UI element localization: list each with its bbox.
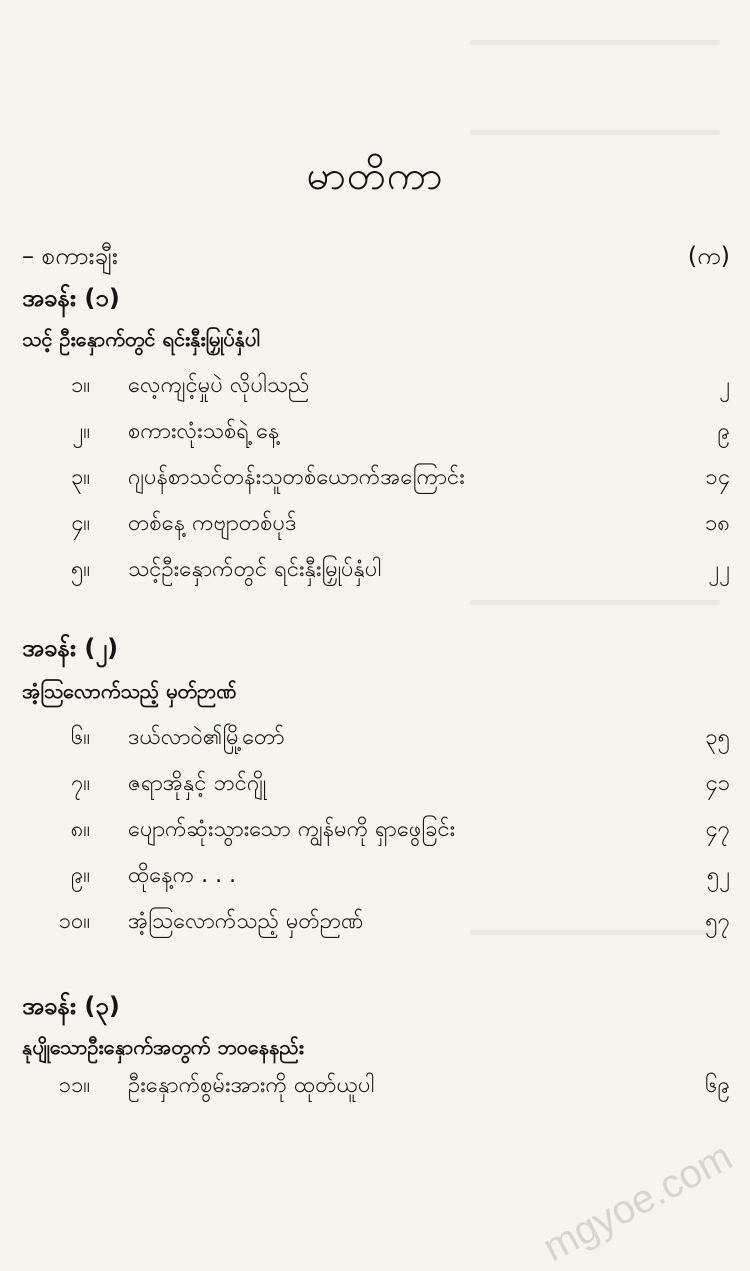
entry-title: ဇရာအိုနှင့် ဘင်ဂျို xyxy=(128,771,267,796)
entry-page-number: ၉ xyxy=(717,419,730,444)
intro-row xyxy=(22,240,730,284)
entry-page-number: ၄၁ xyxy=(705,771,730,796)
entry-page-number: ၂ xyxy=(719,373,730,398)
entry-number: ၈။ xyxy=(70,817,90,842)
toc-entry xyxy=(0,462,730,502)
entry-title: လေ့ကျင့်မှုပဲ လိုပါသည် xyxy=(128,373,310,398)
bleed-through-line xyxy=(470,600,720,605)
toc-entry xyxy=(0,814,730,854)
toc-entry xyxy=(0,508,730,548)
entry-title: သင့်ဦးနှောက်တွင် ရင်းနှီးမြှုပ်နှံပါ xyxy=(128,557,382,582)
part-subtitle: နုပျိုသောဦးနှောက်အတွက် ဘဝနေနည်း xyxy=(22,1035,304,1059)
entry-page-number: ၁၈ xyxy=(705,511,730,536)
toc-entry xyxy=(0,1070,730,1110)
entry-page-number: ၅၇ xyxy=(705,909,730,934)
bleed-through-line xyxy=(470,40,720,45)
entry-title: စကားလုံးသစ်ရဲ့ နေ့ xyxy=(128,419,280,444)
toc-entry xyxy=(0,554,730,594)
entry-title: ဂျပန်စာသင်တန်းသူတစ်ယောက်အကြောင်း xyxy=(128,465,465,490)
entry-page-number: ၅၂ xyxy=(706,863,730,888)
part-subtitle: သင့် ဦးနှောက်တွင် ရင်းနှီးမြှုပ်နှံပါ xyxy=(22,327,260,351)
toc-entry xyxy=(0,370,730,410)
entry-number: ၇။ xyxy=(70,771,90,796)
entry-page-number: ၄၇ xyxy=(705,817,730,842)
entry-number: ၂။ xyxy=(72,419,90,444)
part-subtitle: အံ့သြလောက်သည့် မှတ်ဉာဏ် xyxy=(22,679,237,703)
part-heading: အခန်း (၁) xyxy=(22,284,120,312)
entry-page-number: ၃၅ xyxy=(705,725,730,750)
entry-title: ဒယ်လာဝဲ၏မြို့တော် xyxy=(128,725,285,750)
entry-number: ၄။ xyxy=(70,511,90,536)
entry-title: ပျောက်ဆုံးသွားသော ကျွန်မကို ရှာဖွေခြင်း xyxy=(128,817,456,842)
intro-page-number: (က) xyxy=(687,242,730,270)
toc-entry xyxy=(0,416,730,456)
part-heading: အခန်း (၂) xyxy=(22,634,119,662)
entry-number: ၉။ xyxy=(70,863,90,888)
toc-entry xyxy=(0,722,730,762)
entry-title: ဦးနှောက်စွမ်းအားကို ထုတ်ယူပါ xyxy=(128,1073,375,1098)
intro-label: – စကားချီး xyxy=(22,242,118,270)
entry-number: ၁၁။ xyxy=(58,1073,90,1098)
toc-entry xyxy=(0,860,730,900)
entry-page-number: ၆၉ xyxy=(705,1073,730,1098)
entry-title: ထိုနေ့က . . . xyxy=(128,863,237,888)
entry-number: ၁။ xyxy=(70,373,90,398)
watermark: mgyoe.com xyxy=(536,1134,740,1271)
entry-number: ၅။ xyxy=(70,557,90,582)
entry-title: တစ်နေ့ ကဗျာတစ်ပုဒ် xyxy=(128,511,297,536)
toc-entry xyxy=(0,768,730,808)
entry-number: ၃။ xyxy=(70,465,90,490)
page-title: မာတိကာ xyxy=(306,153,444,199)
toc-entry xyxy=(0,906,730,946)
entry-number: ၁၀။ xyxy=(58,909,90,934)
entry-title: အံ့သြလောက်သည့် မှတ်ဉာဏ် xyxy=(128,909,364,934)
part-heading: အခန်း (၃) xyxy=(22,992,120,1020)
entry-page-number: ၂၂ xyxy=(708,557,730,582)
entry-number: ၆။ xyxy=(70,725,90,750)
bleed-through-line xyxy=(470,130,720,135)
entry-page-number: ၁၄ xyxy=(705,465,730,490)
